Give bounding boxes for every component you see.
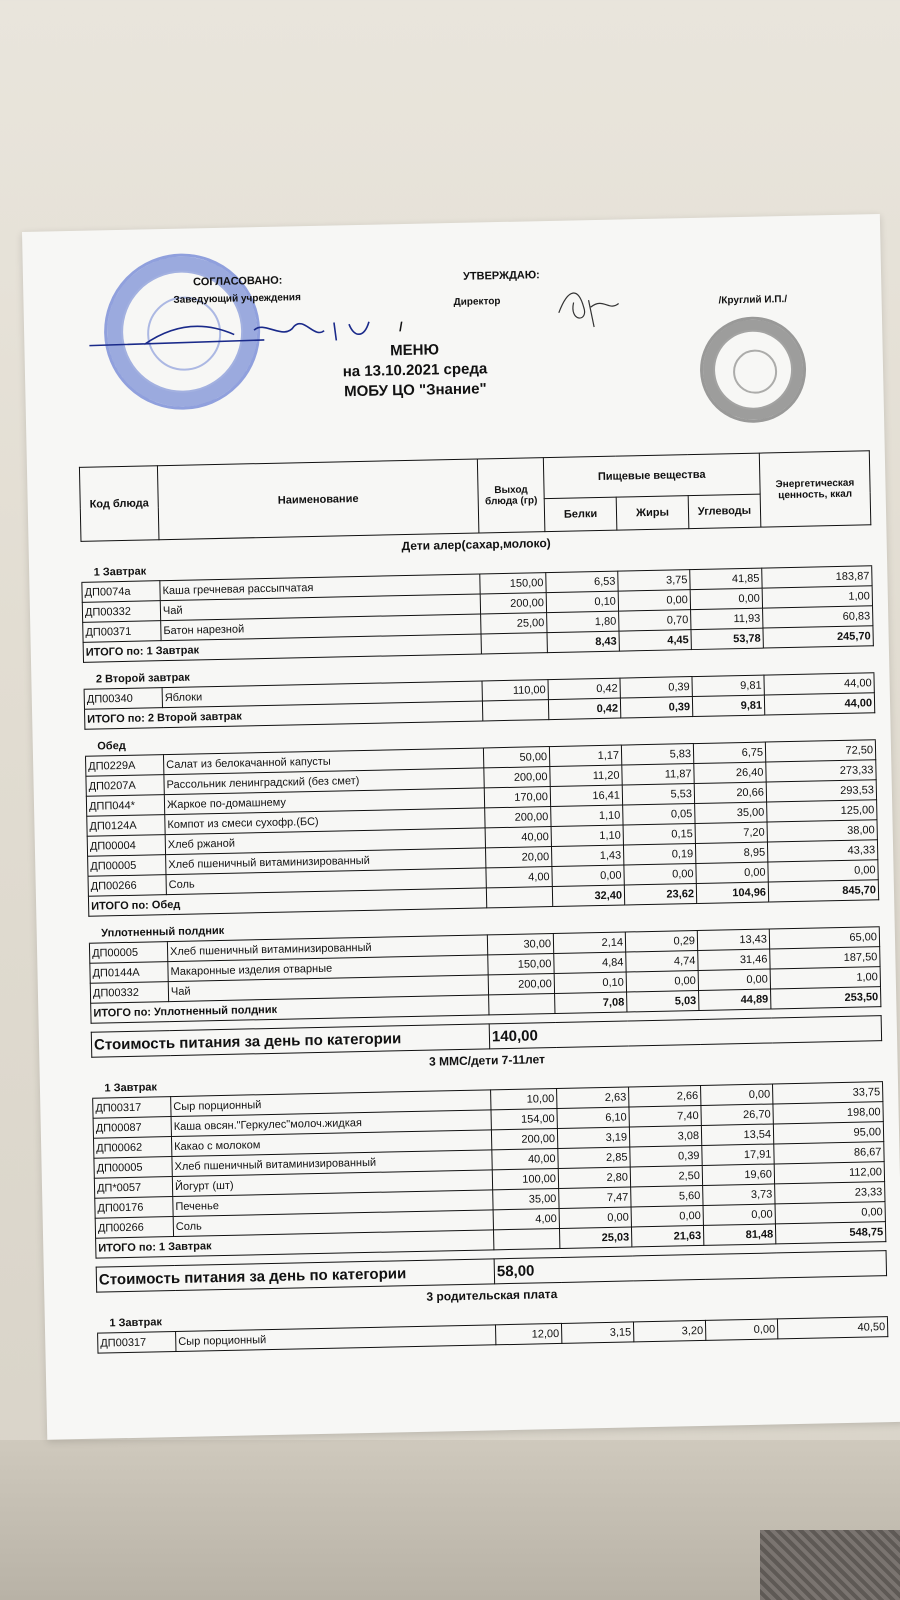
total-fat: 4,45 (619, 630, 691, 652)
dish-code: ДП00317 (98, 1332, 176, 1354)
dish-code: ДП00266 (95, 1217, 173, 1239)
agreed-label: СОГЛАСОВАНО: (192, 274, 283, 289)
total-carbs: 44,89 (699, 989, 771, 1011)
dish-carbs: 0,00 (703, 1204, 775, 1226)
dish-energy: 95,00 (773, 1122, 883, 1144)
total-yield (489, 994, 555, 1015)
dish-energy: 72,50 (765, 740, 875, 762)
dish-yield: 20,00 (486, 847, 552, 868)
dish-energy: 60,83 (763, 606, 873, 628)
dish-name: Чай (168, 975, 488, 1002)
dish-energy: 65,00 (769, 927, 879, 949)
dish-carbs: 9,81 (692, 675, 764, 697)
dish-protein: 0,42 (548, 678, 620, 700)
dish-energy: 112,00 (774, 1162, 884, 1184)
dish-code: ДП00062 (93, 1137, 171, 1159)
dish-yield: 12,00 (495, 1323, 561, 1344)
total-fat: 23,62 (624, 884, 696, 906)
dish-code: ДП00005 (94, 1157, 172, 1179)
dish-name: Яблоки (162, 681, 482, 708)
total-energy: 44,00 (764, 693, 874, 715)
dish-protein: 2,85 (558, 1147, 630, 1169)
dish-energy: 33,75 (773, 1082, 883, 1104)
dish-code: ДП00004 (87, 835, 165, 857)
col-carbs-header: Углеводы (688, 494, 761, 529)
dish-energy: 1,00 (762, 586, 872, 608)
cost-label: Стоимость питания за день по категории (91, 1024, 489, 1057)
dish-energy: 0,00 (768, 860, 878, 882)
meal-title: Уплотненный полдник (89, 908, 879, 943)
dish-code: ДП00087 (93, 1117, 171, 1139)
total-protein: 0,42 (548, 698, 620, 720)
dish-code: ДП00176 (95, 1197, 173, 1219)
dish-code: ДП0124А (87, 815, 165, 837)
meal-title: 1 Завтрак (97, 1298, 887, 1333)
dish-carbs: 26,40 (694, 762, 766, 784)
section-title: 3 ММС/дети 7-11лет (428, 1052, 546, 1069)
dish-name: Йогурт (шт) (172, 1170, 492, 1197)
dish-protein: 0,10 (554, 972, 626, 994)
total-energy: 245,70 (763, 626, 873, 648)
dish-yield: 200,00 (485, 807, 551, 828)
meal-title: Обед (85, 721, 875, 756)
dish-name: Рассольник ленинградский (без смет) (164, 768, 484, 795)
dish-code: ДП0144А (90, 962, 168, 984)
dish-yield: 4,00 (486, 867, 552, 888)
dish-fat: 0,39 (630, 1145, 702, 1167)
col-nutrients-header: Пищевые вещества (543, 453, 760, 499)
dish-name: Печенье (173, 1190, 493, 1217)
total-yield (486, 887, 552, 908)
dish-yield: 110,00 (482, 680, 548, 701)
dish-fat: 3,20 (633, 1320, 705, 1342)
total-fat: 21,63 (631, 1225, 703, 1247)
dish-code: ДП00371 (83, 621, 161, 643)
meal-title: 1 Завтрак (92, 1063, 882, 1098)
dish-code: ДПП044* (86, 795, 164, 817)
col-protein-header: Белки (544, 497, 617, 532)
cost-label: Стоимость питания за день по категории (96, 1259, 494, 1292)
total-yield (494, 1228, 560, 1249)
gray-seal-stamp (699, 316, 807, 424)
dish-code: ДП0207А (86, 775, 164, 797)
total-label: ИТОГО по: 2 Второй завтрак (85, 701, 483, 729)
dish-yield: 10,00 (491, 1088, 557, 1109)
dish-carbs: 13,43 (697, 929, 769, 951)
dish-name: Каша гречневая рассыпчатая (160, 574, 480, 601)
dish-name: Компот из смеси сухофр.(БС) (165, 808, 485, 835)
dish-yield: 40,00 (492, 1148, 558, 1169)
total-yield (481, 633, 547, 654)
dish-carbs: 0,00 (701, 1084, 773, 1106)
dish-yield: 200,00 (480, 593, 546, 614)
cost-value: 58,00 (494, 1251, 886, 1284)
dish-yield: 4,00 (493, 1208, 559, 1229)
dish-energy: 293,53 (766, 780, 876, 802)
dish-name: Сыр порционный (176, 1325, 496, 1352)
dish-code: ДП0074а (82, 581, 160, 603)
dish-fat: 5,83 (621, 744, 693, 766)
dish-fat: 0,70 (619, 610, 691, 632)
total-energy: 548,75 (775, 1222, 885, 1244)
dish-energy: 125,00 (767, 800, 877, 822)
dish-name: Макаронные изделия отварные (168, 955, 488, 982)
dish-carbs: 17,91 (702, 1144, 774, 1166)
total-fat: 5,03 (627, 990, 699, 1012)
menu-sheet (22, 214, 900, 1440)
dish-yield: 150,00 (480, 573, 546, 594)
dish-code: ДП00005 (88, 855, 166, 877)
total-carbs: 53,78 (691, 628, 763, 650)
dish-fat: 4,74 (626, 951, 698, 973)
dish-protein: 16,41 (550, 785, 622, 807)
dish-carbs: 26,70 (701, 1104, 773, 1126)
dish-fat: 0,00 (624, 864, 696, 886)
dish-code: ДП00332 (90, 982, 168, 1004)
dish-code: ДП00005 (89, 942, 167, 964)
dish-energy: 43,33 (767, 840, 877, 862)
dish-carbs: 19,60 (702, 1164, 774, 1186)
dish-name: Жаркое по-домашнему (164, 788, 484, 815)
dish-energy: 38,00 (767, 820, 877, 842)
dish-yield: 100,00 (492, 1168, 558, 1189)
dish-carbs: 0,00 (698, 969, 770, 991)
dish-carbs: 6,75 (693, 742, 765, 764)
total-protein: 8,43 (547, 631, 619, 653)
col-code-header: Код блюда (79, 466, 159, 542)
dish-fat: 5,53 (622, 784, 694, 806)
menu-date: на 13.10.2021 среда (342, 360, 488, 381)
dish-fat: 2,50 (630, 1165, 702, 1187)
dish-fat: 5,60 (631, 1185, 703, 1207)
dish-carbs: 0,00 (696, 862, 768, 884)
dish-protein: 1,43 (551, 845, 623, 867)
dish-energy: 44,00 (764, 673, 874, 695)
total-protein: 32,40 (552, 885, 624, 907)
dish-carbs: 0,00 (690, 588, 762, 610)
section-title: Дети алер(сахар,молоко) (401, 535, 551, 554)
dish-fat: 0,05 (623, 804, 695, 826)
dish-protein: 1,10 (551, 805, 623, 827)
dish-carbs: 7,20 (695, 822, 767, 844)
cost-value: 140,00 (489, 1016, 881, 1049)
dish-yield: 35,00 (493, 1188, 559, 1209)
total-label: ИТОГО по: Обед (88, 888, 486, 916)
dish-energy: 1,00 (770, 967, 880, 989)
signature-slash: / (398, 319, 403, 335)
total-protein: 25,03 (559, 1227, 631, 1249)
total-carbs: 104,96 (696, 882, 768, 904)
total-protein: 7,08 (555, 992, 627, 1014)
total-carbs: 9,81 (692, 695, 764, 717)
dish-yield: 25,00 (481, 613, 547, 634)
dish-name: Соль (173, 1210, 493, 1237)
dish-code: ДП0229А (85, 755, 163, 777)
total-carbs: 81,48 (703, 1224, 775, 1246)
dish-protein: 0,10 (546, 591, 618, 613)
menu-table (79, 450, 889, 1361)
dish-protein: 3,19 (557, 1127, 629, 1149)
dish-name: Хлеб пшеничный витаминизированный (167, 935, 487, 962)
dish-protein: 4,84 (554, 952, 626, 974)
dish-name: Хлеб пшеничный витаминизированный (166, 848, 486, 875)
dish-protein: 11,20 (550, 765, 622, 787)
director-signature (548, 281, 629, 333)
total-label: ИТОГО по: 1 Завтрак (96, 1230, 494, 1258)
dish-fat: 2,66 (629, 1085, 701, 1107)
col-yield-header: Выход блюда (гр) (477, 458, 545, 533)
dish-yield: 200,00 (488, 974, 554, 995)
dish-yield: 200,00 (491, 1128, 557, 1149)
dish-protein: 2,14 (553, 932, 625, 954)
total-fat: 0,39 (620, 697, 692, 719)
dish-yield: 150,00 (488, 954, 554, 975)
dish-yield: 30,00 (487, 934, 553, 955)
dish-name: Какао с молоком (171, 1130, 491, 1157)
dish-yield: 154,00 (491, 1108, 557, 1129)
meal-title: 1 Завтрак (81, 547, 871, 582)
director-label: Директор (453, 295, 501, 308)
dish-name: Хлеб ржаной (165, 828, 485, 855)
dish-energy: 0,00 (775, 1202, 885, 1224)
total-label: ИТОГО по: Уплотненный полдник (91, 995, 489, 1023)
fabric-corner (760, 1530, 900, 1600)
dish-fat: 0,29 (625, 931, 697, 953)
dish-carbs: 11,93 (691, 608, 763, 630)
dish-carbs: 3,73 (703, 1184, 775, 1206)
dish-energy: 40,50 (777, 1317, 887, 1339)
col-name-header: Наименование (157, 459, 478, 540)
dish-code: ДП00266 (88, 875, 166, 897)
school-name: МОБУ ЦО "Знание" (343, 380, 487, 401)
dish-yield: 40,00 (485, 827, 551, 848)
dish-name: Салат из белокачанной капусты (163, 748, 483, 775)
dish-protein: 0,00 (552, 865, 624, 887)
dish-yield: 50,00 (483, 747, 549, 768)
total-energy: 845,70 (768, 880, 878, 902)
dish-carbs: 20,66 (694, 782, 766, 804)
dish-protein: 0,00 (559, 1207, 631, 1229)
menu-title: МЕНЮ (389, 341, 440, 360)
col-energy-header: Энергетическая ценность, ккал (759, 451, 871, 527)
dish-code: ДП00317 (93, 1097, 171, 1119)
dish-name: Соль (166, 868, 486, 895)
dish-fat: 0,00 (626, 971, 698, 993)
section-title: 3 родительская плата (426, 1287, 558, 1304)
agreed-role: Заведующий учреждения (173, 292, 301, 306)
director-name: /Круглий И.П./ (718, 293, 788, 307)
dish-yield: 170,00 (484, 787, 550, 808)
menu-table-wrap (79, 450, 888, 1361)
dish-carbs: 8,95 (695, 842, 767, 864)
total-energy: 253,50 (771, 987, 881, 1009)
dish-energy: 187,50 (770, 947, 880, 969)
dish-fat: 0,19 (623, 844, 695, 866)
dish-code: ДП*0057 (94, 1177, 172, 1199)
dish-fat: 0,39 (620, 677, 692, 699)
dish-carbs: 13,54 (701, 1124, 773, 1146)
dish-carbs: 31,46 (698, 949, 770, 971)
dish-protein: 7,47 (559, 1187, 631, 1209)
dish-fat: 0,00 (631, 1205, 703, 1227)
total-label: ИТОГО по: 1 Завтрак (83, 634, 481, 662)
dish-name: Сыр порционный (171, 1090, 491, 1117)
dish-carbs: 41,85 (690, 568, 762, 590)
dish-carbs: 0,00 (705, 1319, 777, 1341)
dish-name: Чай (160, 594, 480, 621)
dish-protein: 2,63 (557, 1087, 629, 1109)
dish-protein: 6,53 (546, 571, 618, 593)
dish-yield: 200,00 (484, 767, 550, 788)
dish-fat: 7,40 (629, 1105, 701, 1127)
dish-fat: 3,08 (629, 1125, 701, 1147)
dish-fat: 0,00 (618, 590, 690, 612)
dish-protein: 1,80 (547, 611, 619, 633)
dish-protein: 1,10 (551, 825, 623, 847)
dish-energy: 23,33 (775, 1182, 885, 1204)
dish-energy: 198,00 (773, 1102, 883, 1124)
dish-name: Каша овсян."Геркулес"молоч.жидкая (171, 1110, 491, 1137)
dish-fat: 0,15 (623, 824, 695, 846)
dish-energy: 183,87 (762, 566, 872, 588)
dish-code: ДП00340 (84, 688, 162, 710)
approved-label: УТВЕРЖДАЮ: (462, 269, 540, 283)
dish-carbs: 35,00 (695, 802, 767, 824)
dish-protein: 1,17 (549, 745, 621, 767)
dish-energy: 86,67 (774, 1142, 884, 1164)
meal-title: 2 Второй завтрак (84, 654, 874, 689)
dish-code: ДП00332 (82, 601, 160, 623)
dish-protein: 3,15 (561, 1322, 633, 1344)
total-yield (482, 700, 548, 721)
dish-protein: 6,10 (557, 1107, 629, 1129)
dish-name: Батон нарезной (161, 614, 481, 641)
dish-energy: 273,33 (766, 760, 876, 782)
dish-fat: 11,87 (622, 764, 694, 786)
dish-protein: 2,80 (558, 1167, 630, 1189)
dish-name: Хлеб пшеничный витаминизированный (172, 1150, 492, 1177)
col-fat-header: Жиры (616, 496, 689, 531)
dish-fat: 3,75 (618, 570, 690, 592)
